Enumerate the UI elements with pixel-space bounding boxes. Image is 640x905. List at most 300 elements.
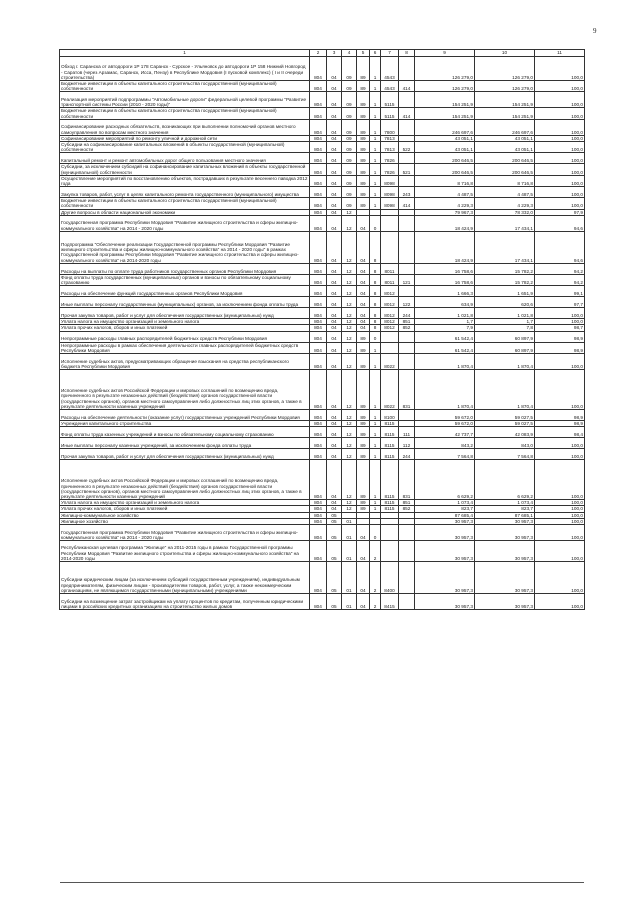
actual-amount-cell: 17 434,1 — [475, 215, 535, 231]
planned-amount-cell: 1 870,4 — [415, 354, 475, 370]
actual-amount-cell: 15 782,2 — [475, 263, 535, 274]
subprogram-code-cell: 2 — [370, 541, 381, 562]
subsection-code-cell: 09 — [342, 119, 357, 135]
item-code-cell: 7826 — [381, 164, 399, 175]
table-row — [60, 594, 585, 610]
program-code-cell: 89 — [357, 331, 370, 342]
table-row — [60, 427, 585, 438]
percent-cell: 94,6 — [535, 231, 585, 263]
planned-amount-cell: 126 279,0 — [415, 57, 475, 81]
subprogram-code-cell: 1 — [370, 410, 381, 421]
subsection-code-cell: 12 — [342, 421, 357, 427]
section-code-cell: 04 — [327, 175, 342, 186]
actual-amount-cell: 200 646,5 — [475, 164, 535, 175]
row-name-cell: Исполнение судебных актов, предусматривающих обращение взыскания на средства республиканского бюджета Республики Мордовия — [60, 354, 310, 370]
actual-amount-cell: 620,6 — [475, 297, 535, 308]
section-code-cell: 04 — [327, 308, 342, 319]
percent-cell: 100,0 — [535, 187, 585, 198]
subsection-code-cell: 09 — [342, 153, 357, 164]
section-code-cell: 04 — [327, 297, 342, 308]
expense-type-cell: 521 — [399, 164, 415, 175]
row-name-cell: Фонд оплаты труда казенных учреждений и взносы по обязательному социальному страхованию — [60, 427, 310, 438]
ministry-code-cell: 804 — [310, 562, 327, 594]
actual-amount-cell: 1 073,4 — [475, 500, 535, 506]
expense-type-cell — [399, 331, 415, 342]
actual-amount-cell: 60 897,9 — [475, 331, 535, 342]
subsection-code-cell: 12 — [342, 449, 357, 460]
actual-amount-cell: 43 051,1 — [475, 135, 535, 141]
program-code-cell: 04 — [357, 594, 370, 610]
program-code-cell: 89 — [357, 198, 370, 209]
subsection-code-cell: 09 — [342, 198, 357, 209]
item-code-cell: 8115 — [381, 460, 399, 500]
planned-amount-cell: 59 672,0 — [415, 410, 475, 421]
table-row — [60, 525, 585, 541]
planned-amount-cell: 154 251,9 — [415, 108, 475, 119]
table-row — [60, 175, 585, 186]
ministry-code-cell: 804 — [310, 319, 327, 325]
row-name-cell: Непрограммные расходы главных распорядителей бюджетных средств Республики Мордовия — [60, 331, 310, 342]
row-name-cell: Государственная программа Республики Мордовия "Развитие жилищного строительства и сферы жилищно-коммунального хозяйства" на 2014 - 2020 годы — [60, 525, 310, 541]
program-code-cell: 89 — [357, 449, 370, 460]
table-row — [60, 286, 585, 297]
section-code-cell: 04 — [327, 187, 342, 198]
ministry-code-cell: 804 — [310, 286, 327, 297]
expense-type-cell: 831 — [399, 370, 415, 410]
expense-type-cell: 244 — [399, 449, 415, 460]
row-name-cell: Прочая закупка товаров, работ и услуг для обеспечения государственных (муниципальных) нужд — [60, 308, 310, 319]
program-code-cell: 89 — [357, 153, 370, 164]
actual-amount-cell: 4 487,5 — [475, 187, 535, 198]
subprogram-code-cell: 8 — [370, 325, 381, 331]
program-code-cell: 04 — [357, 231, 370, 263]
table-row — [60, 57, 585, 81]
subsection-code-cell: 12 — [342, 331, 357, 342]
percent-cell: 100,0 — [535, 460, 585, 500]
section-code-cell: 04 — [327, 500, 342, 506]
subsection-code-cell: 12 — [342, 370, 357, 410]
subprogram-code-cell: 1 — [370, 506, 381, 512]
header-cell: 9 — [415, 50, 475, 57]
row-name-cell: Жилищно-коммунальное хозяйство — [60, 512, 310, 518]
program-code-cell: 89 — [357, 506, 370, 512]
ministry-code-cell: 804 — [310, 81, 327, 92]
actual-amount-cell: 30 957,3 — [475, 518, 535, 524]
percent-cell: 100,0 — [535, 308, 585, 319]
subprogram-code-cell: 0 — [370, 215, 381, 231]
percent-cell: 100,0 — [535, 449, 585, 460]
planned-amount-cell: 6 629,2 — [415, 460, 475, 500]
planned-amount-cell: 1,7 — [415, 319, 475, 325]
ministry-code-cell: 804 — [310, 331, 327, 342]
planned-amount-cell: 7,9 — [415, 325, 475, 331]
planned-amount-cell: 59 672,0 — [415, 421, 475, 427]
percent-cell: 98,4 — [535, 427, 585, 438]
ministry-code-cell: 804 — [310, 135, 327, 141]
actual-amount-cell: 4 229,3 — [475, 198, 535, 209]
header-cell: 3 — [327, 50, 342, 57]
program-code-cell: 89 — [357, 410, 370, 421]
header-row — [60, 50, 585, 57]
row-name-cell: Софинансирование расходных обязательств, возникающих при выполнении полномочий органов местного самоуправления по вопросам местного значения — [60, 119, 310, 135]
subsection-code-cell: 09 — [342, 92, 357, 108]
row-name-cell: Реализация мероприятий подпрограммы "Автомобильные дороги" федеральной целевой программы "Развитие транспортной системы России (2010 - 2020 годы)" — [60, 92, 310, 108]
planned-amount-cell: 87 685,4 — [415, 512, 475, 518]
subprogram-code-cell: 1 — [370, 57, 381, 81]
subprogram-code-cell: 2 — [370, 562, 381, 594]
section-code-cell: 04 — [327, 410, 342, 421]
percent-cell: 98,9 — [535, 421, 585, 427]
actual-amount-cell: 823,7 — [475, 506, 535, 512]
percent-cell: 94,6 — [535, 215, 585, 231]
expense-type-cell — [399, 410, 415, 421]
row-name-cell: Уплата налога на имущество организаций и земельного налога — [60, 500, 310, 506]
section-code-cell: 04 — [327, 506, 342, 512]
ministry-code-cell: 804 — [310, 342, 327, 353]
actual-amount-cell: 59 027,5 — [475, 421, 535, 427]
table-row — [60, 438, 585, 449]
row-name-cell: Исполнение судебных актов Российской Федерации и мировых соглашений по возмещению вреда, причиненного в результате незаконных действий (бездействия) органов государственной власти (государственных органов), органов местного самоуправления либо должностных лиц этих органов, а также в результате деятельности казенных учреждений — [60, 460, 310, 500]
subprogram-code-cell: 8 — [370, 263, 381, 274]
ministry-code-cell: 804 — [310, 142, 327, 153]
subprogram-code-cell: 1 — [370, 164, 381, 175]
item-code-cell — [381, 231, 399, 263]
percent-cell: 100,0 — [535, 81, 585, 92]
row-name-cell: Осуществление мероприятий по восстановлению объектов, пострадавших в результате весеннего паводка 2012 года — [60, 175, 310, 186]
subprogram-code-cell: 0 — [370, 331, 381, 342]
actual-amount-cell: 126 279,0 — [475, 81, 535, 92]
header-cell: 11 — [535, 50, 585, 57]
expense-type-cell: 414 — [399, 198, 415, 209]
subprogram-code-cell: 1 — [370, 135, 381, 141]
program-code-cell: 89 — [357, 370, 370, 410]
subprogram-code-cell: 1 — [370, 119, 381, 135]
item-code-cell: 8100 — [381, 410, 399, 421]
header-cell: 7 — [381, 50, 399, 57]
program-code-cell: 04 — [357, 297, 370, 308]
table-row — [60, 142, 585, 153]
planned-amount-cell: 246 697,6 — [415, 119, 475, 135]
subsection-code-cell: 09 — [342, 108, 357, 119]
item-code-cell — [381, 541, 399, 562]
subprogram-code-cell: 1 — [370, 438, 381, 449]
item-code-cell: 8115 — [381, 438, 399, 449]
subsection-code-cell: 01 — [342, 562, 357, 594]
item-code-cell: 7800 — [381, 119, 399, 135]
ministry-code-cell: 804 — [310, 198, 327, 209]
ministry-code-cell: 804 — [310, 274, 327, 285]
actual-amount-cell: 126 279,0 — [475, 57, 535, 81]
ministry-code-cell: 804 — [310, 512, 327, 518]
planned-amount-cell: 7 564,8 — [415, 449, 475, 460]
section-code-cell: 05 — [327, 518, 342, 524]
planned-amount-cell: 30 957,3 — [415, 518, 475, 524]
actual-amount-cell: 78 332,0 — [475, 209, 535, 215]
subprogram-code-cell: 1 — [370, 81, 381, 92]
item-code-cell: 8012 — [381, 297, 399, 308]
subprogram-code-cell: 1 — [370, 460, 381, 500]
table-row — [60, 92, 585, 108]
subsection-code-cell: 12 — [342, 308, 357, 319]
subprogram-code-cell: 1 — [370, 92, 381, 108]
item-code-cell: 8098 — [381, 198, 399, 209]
planned-amount-cell: 823,7 — [415, 506, 475, 512]
actual-amount-cell: 1 021,8 — [475, 308, 535, 319]
row-name-cell: Республиканская целевая программа "Жилище" на 2011-2015 годы в рамках Государственной программы Республики Мордовия "Развитие жилищного строительства и сферы жилищно-коммунального хозяйства" на 2014-2020 годы — [60, 541, 310, 562]
program-code-cell: 04 — [357, 319, 370, 325]
expense-type-cell — [399, 231, 415, 263]
percent-cell: 100,0 — [535, 119, 585, 135]
subprogram-code-cell: 8 — [370, 274, 381, 285]
header-cell: 8 — [399, 50, 415, 57]
planned-amount-cell: 1 666,3 — [415, 286, 475, 297]
planned-amount-cell: 154 251,9 — [415, 92, 475, 108]
table-row — [60, 198, 585, 209]
ministry-code-cell: 804 — [310, 438, 327, 449]
percent-cell: 100,0 — [535, 594, 585, 610]
subsection-code-cell: 09 — [342, 187, 357, 198]
subprogram-code-cell: 1 — [370, 108, 381, 119]
row-name-cell: Прочая закупка товаров, работ и услуг для обеспечения государственных (муниципальных) нужд — [60, 449, 310, 460]
percent-cell: 94,2 — [535, 274, 585, 285]
subprogram-code-cell: 1 — [370, 500, 381, 506]
page-number: 9 — [593, 27, 597, 35]
ministry-code-cell: 804 — [310, 108, 327, 119]
percent-cell: 100,0 — [535, 370, 585, 410]
section-code-cell: 04 — [327, 354, 342, 370]
planned-amount-cell: 1 870,4 — [415, 370, 475, 410]
planned-amount-cell: 200 646,5 — [415, 153, 475, 164]
program-code-cell: 04 — [357, 308, 370, 319]
section-code-cell: 05 — [327, 525, 342, 541]
program-code-cell: 89 — [357, 92, 370, 108]
ministry-code-cell: 804 — [310, 354, 327, 370]
percent-cell: 100,0 — [535, 518, 585, 524]
section-code-cell: 04 — [327, 325, 342, 331]
subsection-code-cell: 12 — [342, 460, 357, 500]
header-cell: 1 — [60, 50, 310, 57]
planned-amount-cell: 43 051,1 — [415, 135, 475, 141]
table-row — [60, 164, 585, 175]
row-name-cell: Уплата прочих налогов, сборов и иных платежей — [60, 506, 310, 512]
item-code-cell: 8115 — [381, 500, 399, 506]
subsection-code-cell: 01 — [342, 525, 357, 541]
subprogram-code-cell: 1 — [370, 198, 381, 209]
subsection-code-cell: 09 — [342, 164, 357, 175]
table-row — [60, 308, 585, 319]
program-code-cell: 89 — [357, 438, 370, 449]
program-code-cell: 04 — [357, 215, 370, 231]
section-code-cell: 05 — [327, 541, 342, 562]
section-code-cell: 04 — [327, 427, 342, 438]
expense-type-cell — [399, 594, 415, 610]
table-row — [60, 108, 585, 119]
subprogram-code-cell: 8 — [370, 231, 381, 263]
ministry-code-cell: 804 — [310, 427, 327, 438]
section-code-cell: 04 — [327, 108, 342, 119]
row-name-cell: Закупка товаров, работ, услуг в целях капитального ремонта государственного (муниципального) имущества — [60, 187, 310, 198]
row-name-cell: Другие вопросы в области национальной экономики — [60, 209, 310, 215]
ministry-code-cell: 804 — [310, 460, 327, 500]
program-code-cell: 89 — [357, 135, 370, 141]
subsection-code-cell: 12 — [342, 410, 357, 421]
table-row — [60, 187, 585, 198]
expense-type-cell: 112 — [399, 438, 415, 449]
percent-cell: 100,0 — [535, 354, 585, 370]
subsection-code-cell: 09 — [342, 57, 357, 81]
subsection-code-cell: 12 — [342, 297, 357, 308]
subprogram-code-cell: 8 — [370, 308, 381, 319]
planned-amount-cell: 1 073,4 — [415, 500, 475, 506]
budget-table-sheet — [59, 49, 584, 610]
percent-cell: 100,0 — [535, 108, 585, 119]
program-code-cell: 89 — [357, 427, 370, 438]
subprogram-code-cell: 8 — [370, 286, 381, 297]
actual-amount-cell: 59 027,5 — [475, 410, 535, 421]
program-code-cell: 89 — [357, 421, 370, 427]
item-code-cell: 8415 — [381, 594, 399, 610]
percent-cell: 100,0 — [535, 57, 585, 81]
percent-cell: 100,0 — [535, 142, 585, 153]
ministry-code-cell: 804 — [310, 209, 327, 215]
table-row — [60, 460, 585, 500]
section-code-cell: 04 — [327, 231, 342, 263]
ministry-code-cell: 804 — [310, 500, 327, 506]
row-name-cell: Бюджетные инвестиции в объекты капитального строительства государственной (муниципальной) собственности — [60, 108, 310, 119]
item-code-cell: 8011 — [381, 274, 399, 285]
percent-cell: 100,0 — [535, 438, 585, 449]
row-name-cell: Расходы на выплаты по оплате труда работников государственных органов Республики Мордовия — [60, 263, 310, 274]
ministry-code-cell: 804 — [310, 175, 327, 186]
section-code-cell: 04 — [327, 142, 342, 153]
ministry-code-cell: 804 — [310, 215, 327, 231]
subsection-code-cell: 12 — [342, 427, 357, 438]
subprogram-code-cell: 1 — [370, 370, 381, 410]
ministry-code-cell: 804 — [310, 541, 327, 562]
actual-amount-cell: 1 651,9 — [475, 286, 535, 297]
budget-table — [59, 49, 585, 610]
planned-amount-cell: 30 957,3 — [415, 594, 475, 610]
expense-type-cell: 121 — [399, 274, 415, 285]
percent-cell: 100,0 — [535, 175, 585, 186]
row-name-cell: Исполнение судебных актов Российской Федерации и мировых соглашений по возмещению вреда, причиненного в результате незаконных действий (бездействия) органов государственной власти (государственных органов), органов местного самоуправления либо должностных лиц этих органов, а также в результате деятельности казенных учреждений — [60, 370, 310, 410]
ministry-code-cell: 804 — [310, 297, 327, 308]
subsection-code-cell: 12 — [342, 438, 357, 449]
actual-amount-cell: 246 697,6 — [475, 119, 535, 135]
table-row — [60, 215, 585, 231]
ministry-code-cell: 804 — [310, 506, 327, 512]
ministry-code-cell: 804 — [310, 263, 327, 274]
expense-type-cell — [399, 215, 415, 231]
item-code-cell: 7813 — [381, 135, 399, 141]
planned-amount-cell: 4 487,5 — [415, 187, 475, 198]
actual-amount-cell: 1,7 — [475, 319, 535, 325]
section-code-cell: 04 — [327, 135, 342, 141]
bottom-rule — [60, 882, 584, 883]
actual-amount-cell: 7 564,8 — [475, 449, 535, 460]
actual-amount-cell: 17 434,1 — [475, 231, 535, 263]
table-row — [60, 263, 585, 274]
row-name-cell: Уплата налога на имущество организаций и земельного налога — [60, 319, 310, 325]
table-row — [60, 354, 585, 370]
planned-amount-cell: 200 646,5 — [415, 164, 475, 175]
planned-amount-cell: 1 021,8 — [415, 308, 475, 319]
subprogram-code-cell: 1 — [370, 175, 381, 186]
expense-type-cell: 111 — [399, 427, 415, 438]
section-code-cell: 04 — [327, 215, 342, 231]
program-code-cell: 89 — [357, 187, 370, 198]
planned-amount-cell: 16 758,6 — [415, 263, 475, 274]
program-code-cell: 89 — [357, 460, 370, 500]
expense-type-cell: 851 — [399, 319, 415, 325]
planned-amount-cell: 8 716,8 — [415, 175, 475, 186]
header-cell: 5 — [357, 50, 370, 57]
subsection-code-cell: 12 — [342, 319, 357, 325]
program-code-cell: 89 — [357, 175, 370, 186]
actual-amount-cell: 6 629,2 — [475, 460, 535, 500]
program-code-cell: 04 — [357, 562, 370, 594]
subprogram-code-cell: 1 — [370, 342, 381, 353]
section-code-cell: 04 — [327, 274, 342, 285]
item-code-cell: 4543 — [381, 57, 399, 81]
table-row — [60, 297, 585, 308]
expense-type-cell — [399, 153, 415, 164]
percent-cell: 100,0 — [535, 198, 585, 209]
actual-amount-cell: 87 685,1 — [475, 512, 535, 518]
section-code-cell: 04 — [327, 164, 342, 175]
planned-amount-cell: 42 737,7 — [415, 427, 475, 438]
row-name-cell: Обход г. Саранска от автодороги 1Р 178 Саранск - Сурское - Ульяновск до автодороги 1Р 158 Нижний Новгород - Саратов (через Арзамас, Саранск, Исса, Пензу) в Республике Мордовия (I пусковой комплекс) ( I и II очереди строительства) — [60, 57, 310, 81]
subsection-code-cell: 12 — [342, 354, 357, 370]
section-code-cell: 04 — [327, 153, 342, 164]
program-code-cell: 04 — [357, 286, 370, 297]
row-name-cell: Подпрограмма "Обеспечение реализации Государственной программы Республики Мордовия "Развитие жилищного строительства и сферы жилищно-коммунального хозяйства" на 2014 - 2020 годы" в рамках Государственной программы Республики Мордовия "Развитие жилищного строительства и сферы жилищно-коммунального хозяйства" на 2014-2020 годы — [60, 231, 310, 263]
table-row — [60, 342, 585, 353]
table-row — [60, 153, 585, 164]
planned-amount-cell: 16 758,6 — [415, 274, 475, 285]
section-code-cell: 04 — [327, 57, 342, 81]
item-code-cell: 8012 — [381, 286, 399, 297]
subsection-code-cell: 12 — [342, 231, 357, 263]
ministry-code-cell: 804 — [310, 525, 327, 541]
section-code-cell: 04 — [327, 263, 342, 274]
expense-type-cell — [399, 92, 415, 108]
program-code-cell: 89 — [357, 81, 370, 92]
ministry-code-cell: 804 — [310, 57, 327, 81]
item-code-cell — [381, 215, 399, 231]
percent-cell: 100,0 — [535, 135, 585, 141]
actual-amount-cell: 154 251,9 — [475, 92, 535, 108]
percent-cell: 98,9 — [535, 331, 585, 342]
percent-cell: 99,1 — [535, 286, 585, 297]
ministry-code-cell: 804 — [310, 449, 327, 460]
row-name-cell: Жилищное хозяйство — [60, 518, 310, 524]
table-row — [60, 370, 585, 410]
planned-amount-cell: 4 229,3 — [415, 198, 475, 209]
ministry-code-cell: 804 — [310, 119, 327, 135]
planned-amount-cell: 61 542,4 — [415, 331, 475, 342]
subsection-code-cell: 12 — [342, 215, 357, 231]
expense-type-cell — [399, 342, 415, 353]
ministry-code-cell: 804 — [310, 410, 327, 421]
header-cell: 6 — [370, 50, 381, 57]
actual-amount-cell: 30 957,3 — [475, 594, 535, 610]
percent-cell: 100,0 — [535, 319, 585, 325]
actual-amount-cell: 60 897,9 — [475, 342, 535, 353]
percent-cell: 100,0 — [535, 506, 585, 512]
expense-type-cell: 414 — [399, 108, 415, 119]
percent-cell: 98,9 — [535, 342, 585, 353]
